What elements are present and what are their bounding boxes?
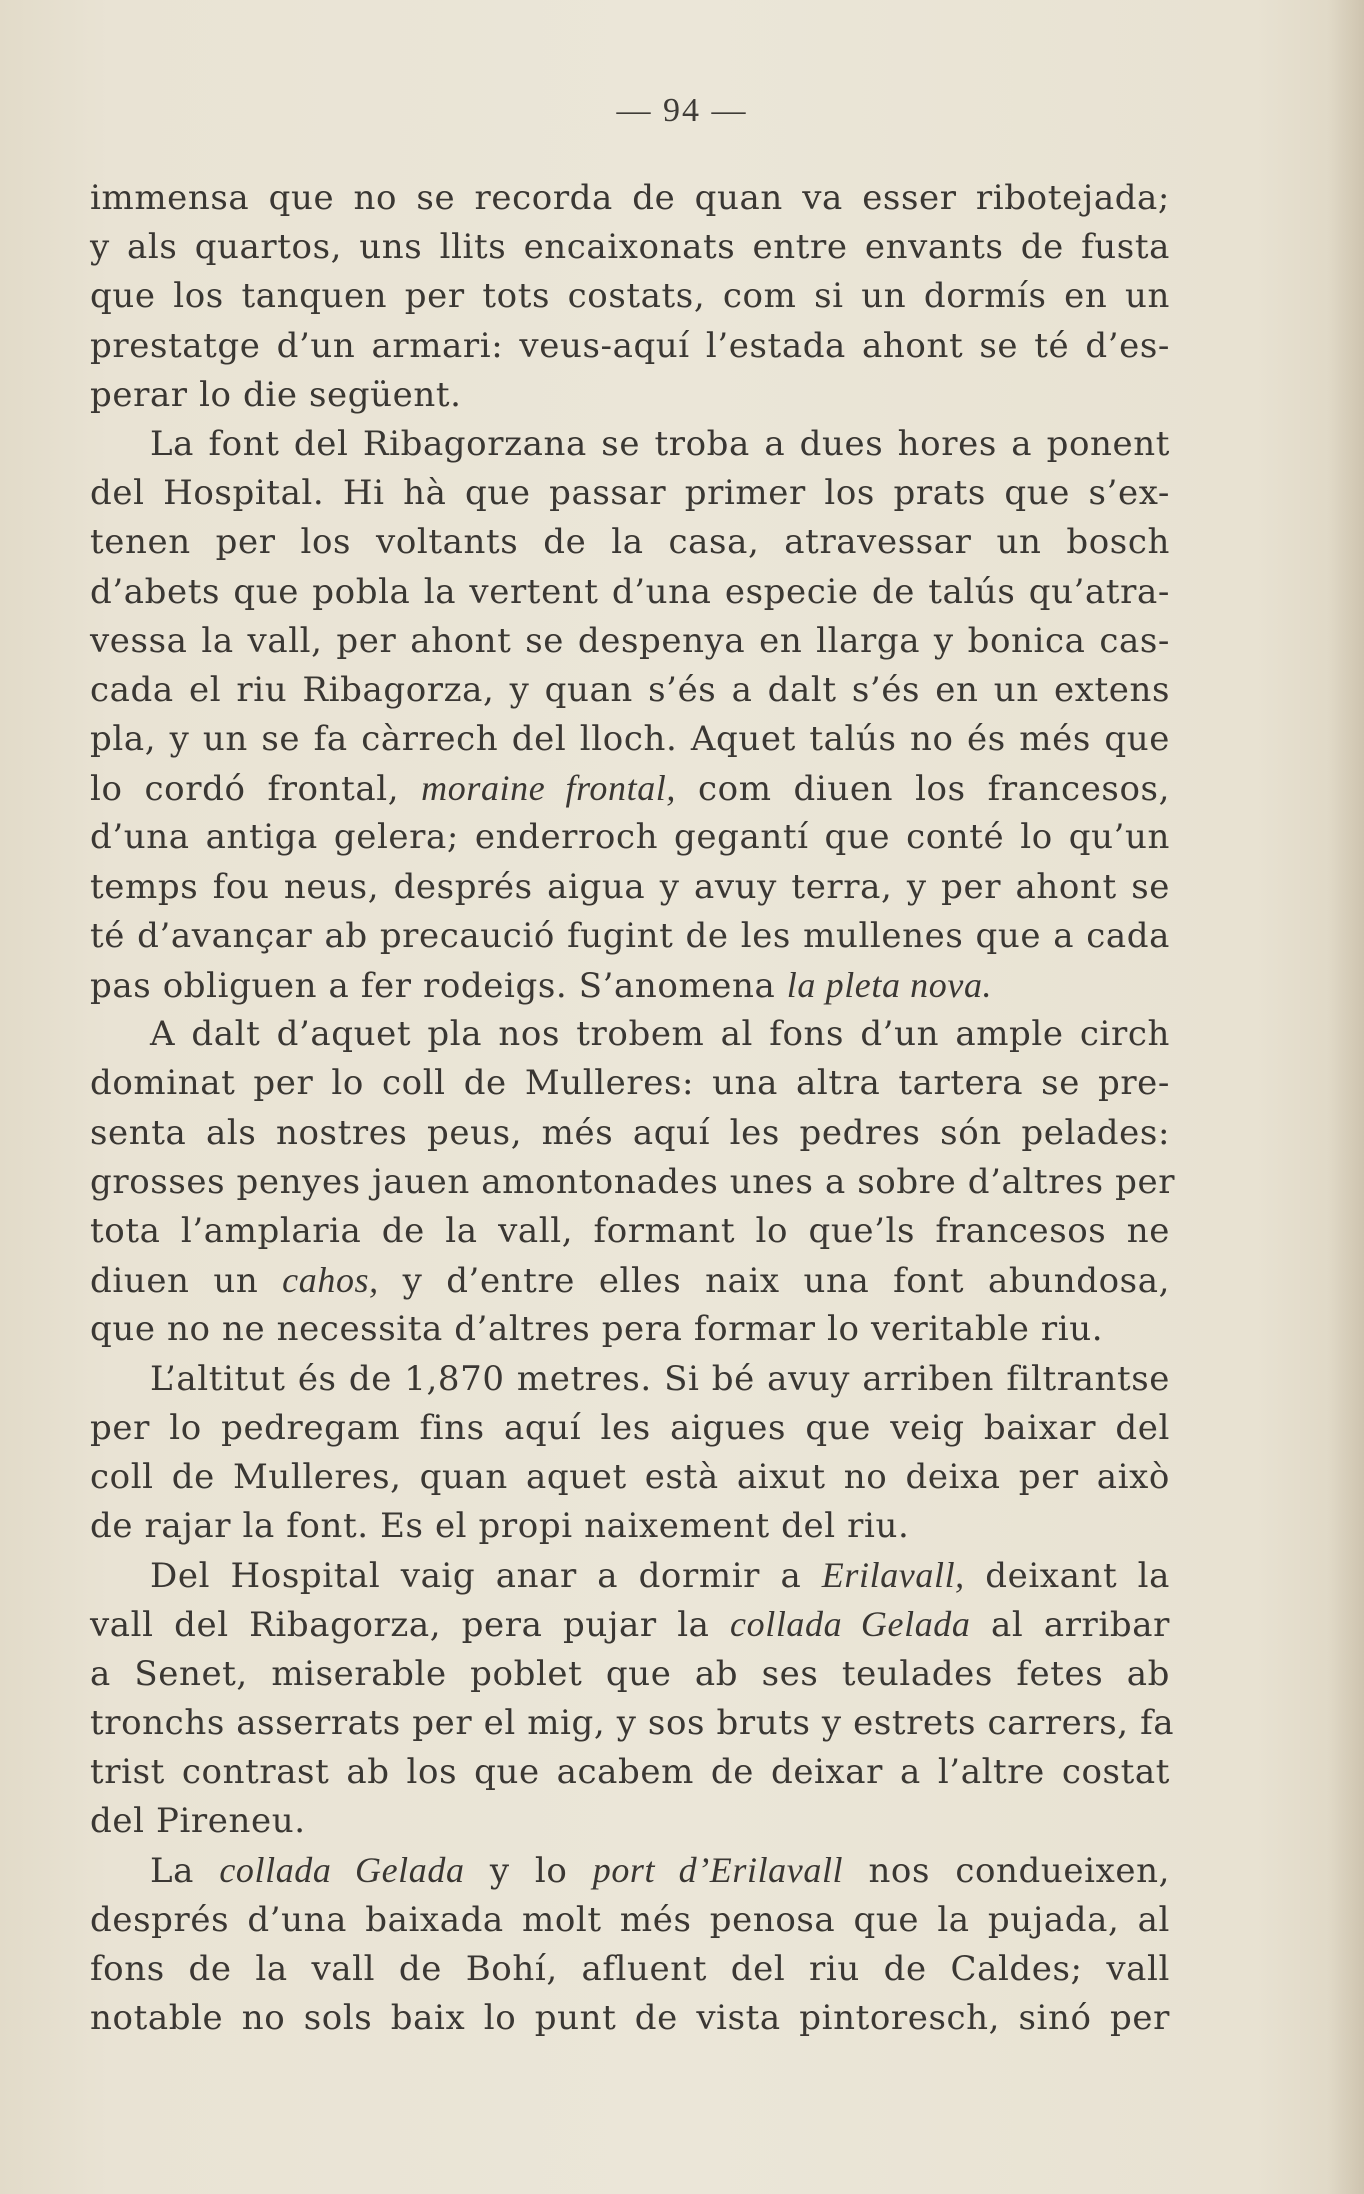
text-line: té d’avançar ab precaució fugint de les mullenes que a cada [90,915,1170,956]
text-line: A dalt d’aquet pla nos trobem al fons d’un ample circh [150,1014,1170,1055]
text-line: L’altitut és de 1,870 metres. Si bé avuy arriben filtrantse [150,1358,1170,1399]
text-line: tenen per los voltants de la casa, atravessar un bosch [90,522,1170,563]
italic-term: port d’Erilavall [592,1850,844,1891]
text-line: pla, y un se fa càrrech del lloch. Aquet talús no és més que [90,719,1170,760]
text-line: després d’una baixada molt més penosa que la pujada, al [90,1899,1170,1940]
text-line: de rajar la font. Es el propi naixement del riu. [90,1506,910,1547]
text-line: a Senet, miserable poblet que ab ses teulades fetes ab [90,1653,1170,1694]
page-number: — 94 — [616,92,748,129]
italic-term: moraine frontal, [421,768,676,809]
text-line: vall del Ribagorza, pera pujar la collada Gelada al arribar [90,1604,1170,1646]
italic-term: collada Gelada [219,1850,465,1891]
italic-term: collada Gelada [730,1604,971,1645]
page-edge-shadow [1328,0,1364,2194]
text-line: La font del Ribagorzana se troba a dues hores a ponent [150,423,1170,464]
text-line: trist contrast ab los que acabem de deixar a l’altre costat [90,1752,1170,1792]
text-line: cada el riu Ribagorza, y quan s’és a dalt s’és en un extens [90,669,1170,710]
text-line: del Hospital. Hi hà que passar primer los prats que s’ex- [90,473,1170,514]
text-line: diuen un cahos, y d’entre elles naix una font abundosa, [90,1260,1170,1302]
text-line: fons de la vall de Bohí, afluent del riu de Caldes; vall [90,1948,1170,1989]
text-line: senta als nostres peus, més aquí les pedres són pelades: [90,1112,1170,1153]
text-line: grosses penyes jauen amontonades unes a sobre d’altres per [90,1161,1176,1202]
text-line: Del Hospital vaig anar a dormir a Erilavall, deixant la [150,1555,1170,1597]
text-line: pas obliguen a fer rodeigs. S’anomena la pleta nova. [90,965,993,1006]
text-line: perar lo die següent. [90,374,462,415]
text-line: tronchs asserrats per el mig, y sos bruts y estrets carrers, fa [90,1702,1175,1743]
text-line: La collada Gelada y lo port d’Erilavall nos condueixen, [150,1850,1170,1892]
text-line: que los tanquen per tots costats, com si un dormís en un [90,276,1170,317]
text-line: prestatge d’un armari: veus-aquí l’estada ahont se té d’es- [90,325,1170,366]
text-line: tota l’amplaria de la vall, formant lo que’ls francesos ne [90,1210,1170,1251]
text-line: temps fou neus, després aigua y avuy terra, y per ahont se [90,866,1170,907]
text-line: vessa la vall, per ahont se despenya en llarga y bonica cas- [90,620,1170,661]
text-line: coll de Mulleres, quan aquet està aixut no deixa per això [90,1456,1170,1497]
italic-term: cahos, [282,1260,379,1301]
text-line: d’una antiga gelera; enderroch gegantí que conté lo qu’un [90,817,1170,858]
text-line: notable no sols baix lo punt de vista pintoresch, sinó per [90,1997,1170,2038]
text-line: dominat per lo coll de Mulleres: una altra tartera se pre- [90,1063,1170,1104]
text-line: que no ne necessita d’altres pera formar lo veritable riu. [90,1309,1104,1350]
italic-term: la pleta nova. [786,965,993,1005]
text-line: d’abets que pobla la vertent d’una especie de talús qu’atra- [90,571,1170,612]
italic-term: Erilavall, [821,1555,965,1596]
body-text [90,174,1176,2043]
text-line: per lo pedregam fins aquí les aigues que veig baixar del [90,1407,1170,1448]
text-line: immensa que no se recorda de quan va esser ribotejada; [90,178,1170,218]
text-line: del Pireneu. [90,1801,306,1842]
text-line: lo cordó frontal, moraine frontal, com diuen los francesos, [90,768,1170,810]
text-line: y als quartos, uns llits encaixonats entre envants de fusta [90,227,1170,268]
